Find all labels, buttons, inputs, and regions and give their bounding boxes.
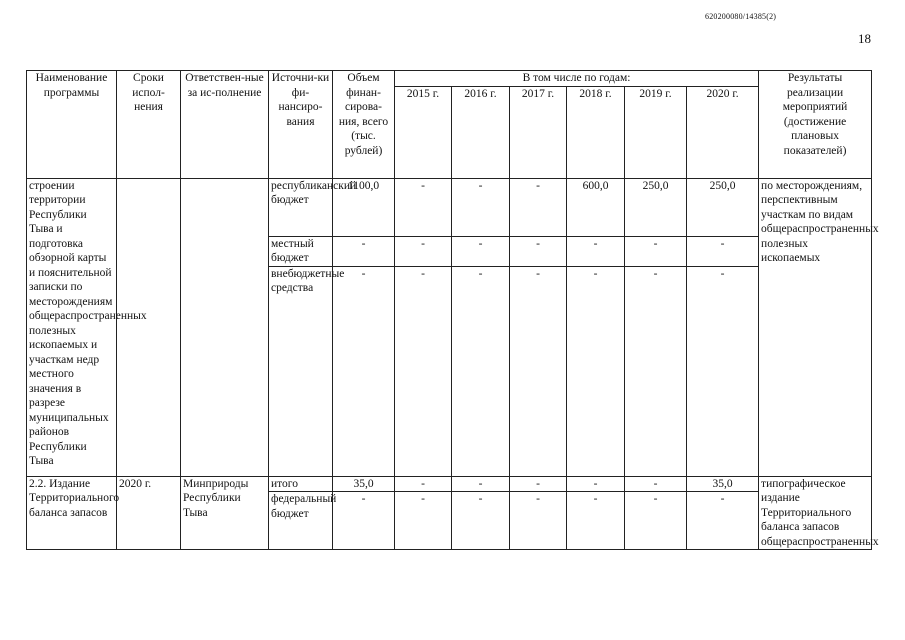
source-cell: местный бюджет — [269, 236, 333, 266]
col-header-year: 2017 г. — [510, 86, 567, 178]
year-value-cell: 600,0 — [567, 178, 625, 236]
volume-cell: 35,0 — [333, 476, 395, 492]
source-cell: федеральный бюджет — [269, 492, 333, 550]
col-header-year: 2015 г. — [395, 86, 452, 178]
header-row — [27, 71, 872, 87]
year-value-cell: - — [687, 266, 759, 476]
year-value-cell: - — [625, 492, 687, 550]
results-cell: по месторождениям, перспективным участкам по видам общераспространенных полезных ископаемых — [759, 178, 872, 476]
col-header-responsible: Ответствен-ные за ис-полнение — [181, 71, 269, 179]
year-value-cell: - — [687, 492, 759, 550]
year-value-cell: - — [395, 492, 452, 550]
col-header-year: 2016 г. — [452, 86, 510, 178]
col-header-year: 2018 г. — [567, 86, 625, 178]
year-value-cell: - — [510, 492, 567, 550]
document-number: 620200080/14385(2) — [705, 12, 777, 21]
volume-cell: - — [333, 266, 395, 476]
year-value-cell: - — [452, 492, 510, 550]
year-value-cell: - — [452, 476, 510, 492]
program-table — [26, 70, 879, 550]
col-header-year: 2019 г. — [625, 86, 687, 178]
col-header-year: 2020 г. — [687, 86, 759, 178]
year-value-cell: 250,0 — [625, 178, 687, 236]
year-value-cell: - — [510, 236, 567, 266]
year-value-cell: - — [395, 476, 452, 492]
source-cell: внебюджетные средства — [269, 266, 333, 476]
volume-cell: - — [333, 236, 395, 266]
year-value-cell: - — [452, 178, 510, 236]
terms-cell — [117, 178, 181, 476]
volume-cell: 1100,0 — [333, 178, 395, 236]
col-header-results: Результаты реализации мероприятий (достижение плановых показателей) — [759, 71, 872, 179]
year-value-cell: - — [452, 236, 510, 266]
program-name-cell: 2.2. Издание Территориального баланса запасов — [27, 476, 117, 550]
year-value-cell: - — [510, 178, 567, 236]
col-header-sources: Источни-ки фи-нансиро-вания — [269, 71, 333, 179]
year-value-cell: - — [567, 266, 625, 476]
volume-cell: - — [333, 492, 395, 550]
year-value-cell: - — [395, 266, 452, 476]
year-value-cell: - — [395, 236, 452, 266]
year-value-cell: - — [567, 476, 625, 492]
col-header-name: Наименование программы — [27, 71, 117, 179]
program-name-cell: строении территории Республики Тыва и подготовка обзорной карты и пояснительной записки по месторождениям общераспространенных полезных ископаемых и участкам недр местного значения в разрезе муниципальных районов Республики Тыва — [27, 178, 117, 476]
year-value-cell: - — [510, 266, 567, 476]
col-header-terms: Сроки испол-нения — [117, 71, 181, 179]
year-value-cell: - — [567, 236, 625, 266]
year-value-cell: 35,0 — [687, 476, 759, 492]
year-value-cell: - — [567, 492, 625, 550]
responsible-cell: Минприроды Республики Тыва — [181, 476, 269, 550]
col-header-by-years: В том числе по годам: — [395, 71, 759, 87]
year-value-cell: - — [625, 476, 687, 492]
results-cell: типографическое издание Территориального баланса запасов общераспространенных — [759, 476, 872, 550]
year-value-cell: - — [687, 236, 759, 266]
year-value-cell: - — [395, 178, 452, 236]
terms-cell: 2020 г. — [117, 476, 181, 550]
source-cell: республиканский бюджет — [269, 178, 333, 236]
year-value-cell: 250,0 — [687, 178, 759, 236]
table-row — [27, 476, 872, 492]
year-value-cell: - — [452, 266, 510, 476]
col-header-volume: Объем финан-сирова-ния, всего (тыс. рублей) — [333, 71, 395, 179]
source-cell: итого — [269, 476, 333, 492]
responsible-cell — [181, 178, 269, 476]
page-number: 18 — [858, 31, 871, 46]
table-row — [27, 178, 872, 236]
year-value-cell: - — [625, 236, 687, 266]
year-value-cell: - — [625, 266, 687, 476]
year-value-cell: - — [510, 476, 567, 492]
